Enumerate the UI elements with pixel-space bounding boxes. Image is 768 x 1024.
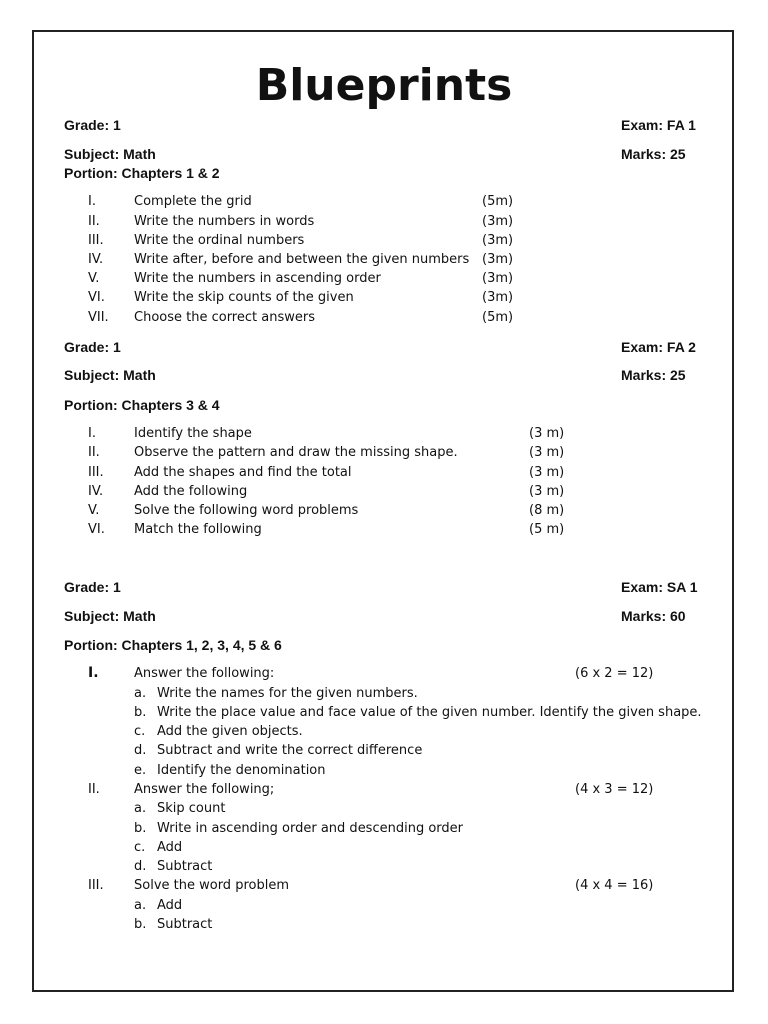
item-marks: (3m) bbox=[482, 233, 514, 248]
item-text: Solve the word problem bbox=[134, 878, 289, 893]
subitem-letter: d. bbox=[134, 743, 147, 758]
item-marks: (3 m) bbox=[529, 426, 565, 441]
item-number: III. bbox=[88, 465, 104, 480]
item-marks: (4 x 4 = 16) bbox=[575, 878, 654, 893]
subitem-text: Add bbox=[157, 898, 183, 913]
item-text: Write the numbers in words bbox=[134, 214, 315, 229]
item-marks: (8 m) bbox=[529, 503, 565, 518]
page-title: Blueprints bbox=[255, 60, 513, 111]
subitem-letter: c. bbox=[134, 840, 146, 855]
subitem-letter: c. bbox=[134, 724, 146, 739]
item-text: Write the skip counts of the given bbox=[134, 290, 354, 305]
subitem-text: Add bbox=[157, 840, 183, 855]
item-text: Observe the pattern and draw the missing shape. bbox=[134, 445, 458, 460]
subitem-text: Subtract bbox=[157, 917, 213, 932]
item-marks: (3m) bbox=[482, 252, 514, 267]
item-text: Write after, before and between the given numbers bbox=[134, 252, 470, 267]
item-number: IV. bbox=[88, 484, 104, 499]
item-number: II. bbox=[88, 214, 100, 229]
item-text: Write the numbers in ascending order bbox=[134, 271, 381, 286]
item-marks: (3 m) bbox=[529, 445, 565, 460]
marks-label: Marks: 25 bbox=[621, 367, 686, 383]
subitem-text: Add the given objects. bbox=[157, 724, 303, 739]
subitem-letter: a. bbox=[134, 686, 147, 701]
subject-label: Subject: Math bbox=[64, 146, 156, 162]
subitem-letter: d. bbox=[134, 859, 147, 874]
item-text: Add the shapes and find the total bbox=[134, 465, 352, 480]
marks-label: Marks: 25 bbox=[621, 146, 686, 162]
subitem-text: Skip count bbox=[157, 801, 226, 816]
marks-label: Marks: 60 bbox=[621, 608, 686, 624]
subitem-text: Write the names for the given numbers. bbox=[157, 686, 418, 701]
exam-label: Exam: SA 1 bbox=[621, 579, 698, 595]
item-number: III. bbox=[88, 233, 104, 248]
item-marks: (5 m) bbox=[529, 522, 565, 537]
item-text: Identify the shape bbox=[134, 426, 252, 441]
subitem-letter: a. bbox=[134, 898, 147, 913]
item-marks: (3 m) bbox=[529, 484, 565, 499]
item-number: IV. bbox=[88, 252, 104, 267]
subitem-text: Write the place value and face value of the given number. Identify the given shape. bbox=[157, 705, 702, 720]
subject-label: Subject: Math bbox=[64, 608, 156, 624]
portion-label: Portion: Chapters 1 & 2 bbox=[64, 165, 220, 181]
portion-label: Portion: Chapters 3 & 4 bbox=[64, 397, 220, 413]
item-text: Add the following bbox=[134, 484, 248, 499]
item-number: I. bbox=[88, 665, 99, 681]
grade-label: Grade: 1 bbox=[64, 339, 121, 355]
item-number: II. bbox=[88, 782, 100, 797]
item-number: VII. bbox=[88, 310, 109, 325]
item-marks: (3 m) bbox=[529, 465, 565, 480]
item-text: Solve the following word problems bbox=[134, 503, 359, 518]
item-marks: (5m) bbox=[482, 310, 514, 325]
item-number: I. bbox=[88, 194, 96, 209]
subitem-letter: e. bbox=[134, 763, 147, 778]
subitem-text: Subtract and write the correct difference bbox=[157, 743, 423, 758]
item-number: I. bbox=[88, 426, 96, 441]
item-number: VI. bbox=[88, 290, 105, 305]
subitem-letter: a. bbox=[134, 801, 147, 816]
grade-label: Grade: 1 bbox=[64, 117, 121, 133]
item-text: Match the following bbox=[134, 522, 262, 537]
subitem-letter: b. bbox=[134, 821, 147, 836]
item-marks: (3m) bbox=[482, 271, 514, 286]
item-number: V. bbox=[88, 503, 100, 518]
exam-label: Exam: FA 2 bbox=[621, 339, 696, 355]
item-number: II. bbox=[88, 445, 100, 460]
subitem-letter: b. bbox=[134, 705, 147, 720]
item-number: III. bbox=[88, 878, 104, 893]
subitem-text: Subtract bbox=[157, 859, 213, 874]
subject-label: Subject: Math bbox=[64, 367, 156, 383]
subitem-letter: b. bbox=[134, 917, 147, 932]
exam-label: Exam: FA 1 bbox=[621, 117, 696, 133]
item-number: VI. bbox=[88, 522, 105, 537]
item-text: Complete the grid bbox=[134, 194, 252, 209]
item-marks: (4 x 3 = 12) bbox=[575, 782, 654, 797]
subitem-text: Write in ascending order and descending order bbox=[157, 821, 463, 836]
item-text: Answer the following: bbox=[134, 666, 275, 681]
portion-label: Portion: Chapters 1, 2, 3, 4, 5 & 6 bbox=[64, 637, 282, 653]
item-text: Write the ordinal numbers bbox=[134, 233, 305, 248]
grade-label: Grade: 1 bbox=[64, 579, 121, 595]
item-number: V. bbox=[88, 271, 100, 286]
item-marks: (6 x 2 = 12) bbox=[575, 666, 654, 681]
item-marks: (3m) bbox=[482, 290, 514, 305]
item-marks: (5m) bbox=[482, 194, 514, 209]
item-text: Choose the correct answers bbox=[134, 310, 315, 325]
subitem-text: Identify the denomination bbox=[157, 763, 326, 778]
item-text: Answer the following; bbox=[134, 782, 275, 797]
item-marks: (3m) bbox=[482, 214, 514, 229]
